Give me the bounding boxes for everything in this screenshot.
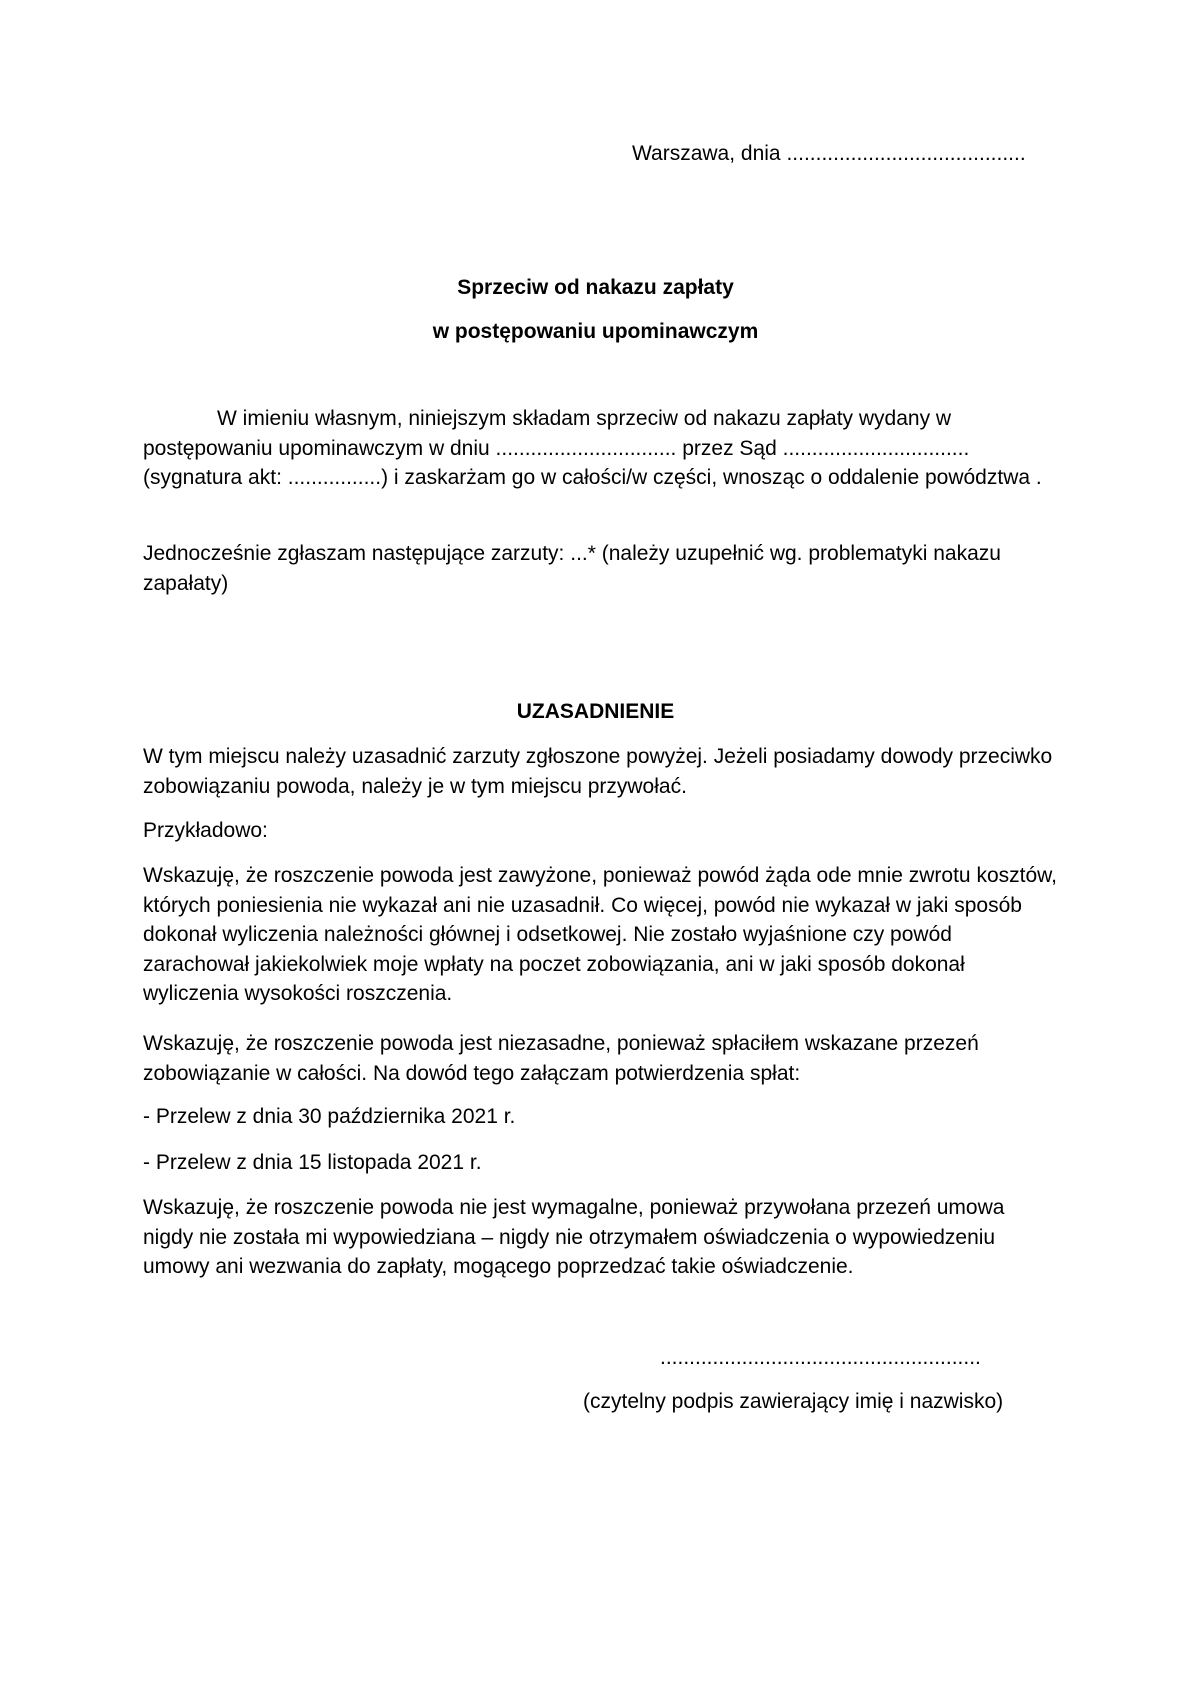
signature-label: (czytelny podpis zawierający imię i nazwisko) bbox=[583, 1390, 1004, 1413]
objections-paragraph: Jednocześnie zgłaszam następujące zarzuty: ...* (należy uzupełnić wg. problematyki nakazu zapałaty) bbox=[143, 542, 1001, 595]
justification-intro: W tym miejscu należy uzasadnić zarzuty zgłoszone powyżej. Jeżeli posiadamy dowody przeciwko zobowiązaniu powoda, należy je w tym miejscu przywołać. bbox=[143, 745, 1053, 798]
argument-inflated-claim: Wskazuję, że roszczenie powoda jest zawyżone, ponieważ powód żąda ode mnie zwrotu kosztów, których poniesienia nie wykazał ani nie uzasadnił. Co więcej, powód nie wykazał w jaki sposób dokonał wyliczenia należności głównej i odsetkowej. Nie zostało wyjaśnione czy powód zarachował jakiekolwiek moje wpłaty na poczet zobowiązania, ani w jaki sposób dokonał wyliczenia wysokości roszczenia. bbox=[143, 864, 1057, 1005]
justification-heading: UZASADNIENIE bbox=[516, 700, 675, 723]
intro-paragraph: W imieniu własnym, niniejszym składam sprzeciw od nakazu zapłaty wydany w postępowaniu upominawczym w dniu ............................... przez Sąd ................................ (sygnatura akt: ................) i zaskarżam go w całości/w części, wnosząc o oddalenie powództwa . bbox=[143, 407, 1042, 489]
place-and-date: Warszawa, dnia ......................................... bbox=[632, 142, 1026, 165]
signature-line: ....................................................... bbox=[660, 1346, 981, 1369]
argument-not-due: Wskazuję, że roszczenie powoda nie jest wymagalne, ponieważ przywołana przezeń umowa nigdy nie została mi wypowiedziana – nigdy nie otrzymałem oświadczenia o wypowiedzeniu umowy ani wezwania do zapłaty, mogącego poprzedzać takie oświadczenie. bbox=[143, 1196, 1005, 1278]
payment-item-2: - Przelew z dnia 15 listopada 2021 r. bbox=[143, 1151, 482, 1174]
payment-item-1: - Przelew z dnia 30 października 2021 r. bbox=[143, 1105, 516, 1128]
argument-paid-claim: Wskazuję, że roszczenie powoda jest niezasadne, ponieważ spłaciłem wskazane przezeń zobowiązanie w całości. Na dowód tego załączam potwierdzenia spłat: bbox=[143, 1032, 979, 1085]
document-subtitle: w postępowaniu upominawczym bbox=[432, 320, 759, 343]
document-title: Sprzeciw od nakazu zapłaty bbox=[457, 276, 734, 299]
example-label: Przykładowo: bbox=[143, 819, 268, 842]
